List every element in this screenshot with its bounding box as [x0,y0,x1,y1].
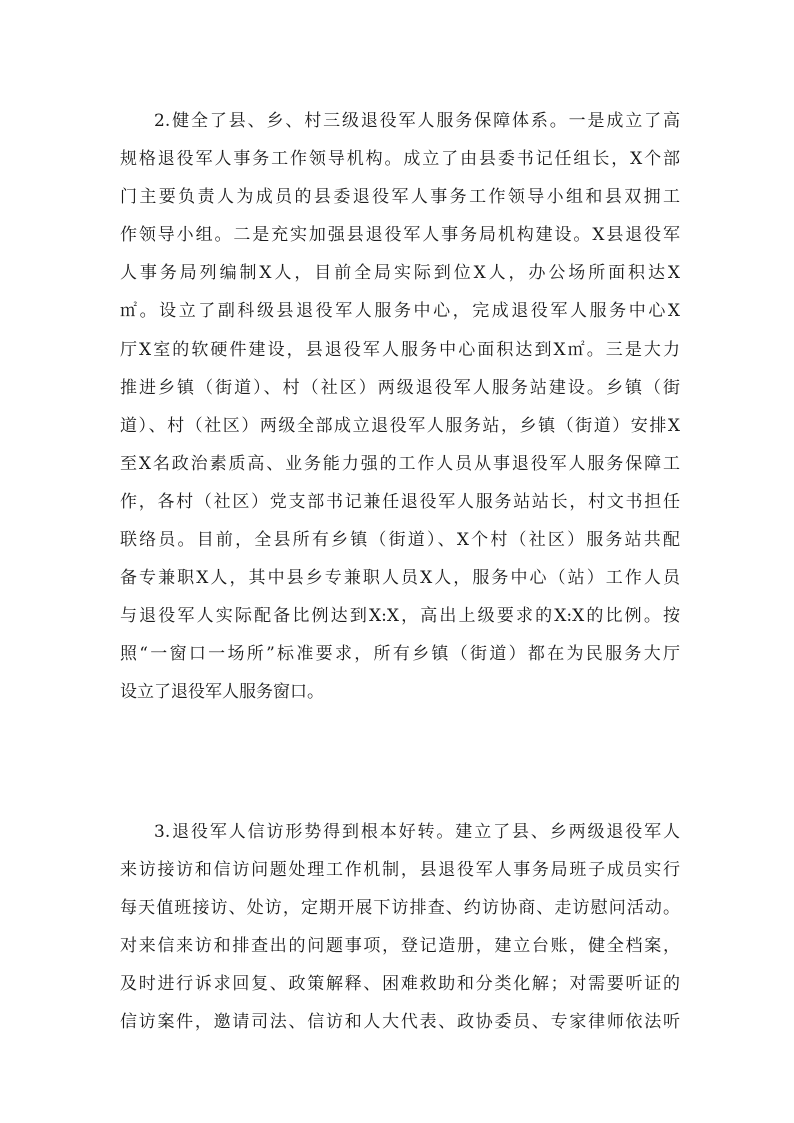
text-line: 每天值班接访、处访，定期开展下访排查、约访协商、走访慰问活动。 [120,898,680,919]
text-line: 厅X室的软硬件建设，县退役军人服务中心面积达到X㎡。三是大力 [120,339,680,360]
text-line: 门主要负责人为成员的县委退役军人事务工作领导小组和县双拥工 [120,187,680,208]
text-line: 作领导小组。二是充实加强县退役军人事务局机构建设。X县退役军 [120,225,680,246]
text-line: 照“一窗口一场所”标准要求，所有乡镇（街道）都在为民服务大厅 [120,644,680,665]
text-line: 2.健全了县、乡、村三级退役军人服务保障体系。一是成立了高 [154,111,680,131]
text-line: 人事务局列编制X人，目前全局实际到位X人，办公场所面积达X [120,263,680,284]
text-line: 规格退役军人事务工作领导机构。成立了由县委书记任组长，X个部 [120,149,680,170]
text-line: 信访案件，邀请司法、信访和人大代表、政协委员、专家律师依法听 [120,1012,680,1033]
text-line: 联络员。目前，全县所有乡镇（街道）、X个村（社区）服务站共配 [120,530,680,551]
paragraph-petition-situation [120,813,680,1042]
text-line: 至X名政治素质高、业务能力强的工作人员从事退役军人服务保障工 [120,453,680,474]
text-line: 对来信来访和排查出的问题事项，登记造册，建立台账，健全档案， [120,936,680,957]
text-line: 设立了退役军人服务窗口。 [120,682,324,703]
text-line: 道）、村（社区）两级全部成立退役军人服务站，乡镇（街道）安排X [120,415,680,436]
text-line: 推进乡镇（街道）、村（社区）两级退役军人服务站建设。乡镇（街 [120,377,680,398]
paragraph-service-system [120,102,680,712]
text-line: 作，各村（社区）党支部书记兼任退役军人服务站站长，村文书担任 [120,491,680,512]
text-line: 与退役军人实际配备比例达到X:X，高出上级要求的X:X的比例。按 [120,606,680,627]
text-line: 3.退役军人信访形势得到根本好转。建立了县、乡两级退役军人 [154,822,680,842]
text-line: ㎡。设立了副科级县退役军人服务中心，完成退役军人服务中心X [120,301,680,322]
text-line: 及时进行诉求回复、政策解释、困难救助和分类化解；对需要听证的 [120,974,680,995]
text-line: 来访接访和信访问题处理工作机制，县退役军人事务局班子成员实行 [120,860,680,881]
text-line: 备专兼职X人，其中县乡专兼职人员X人，服务中心（站）工作人员 [120,568,680,589]
